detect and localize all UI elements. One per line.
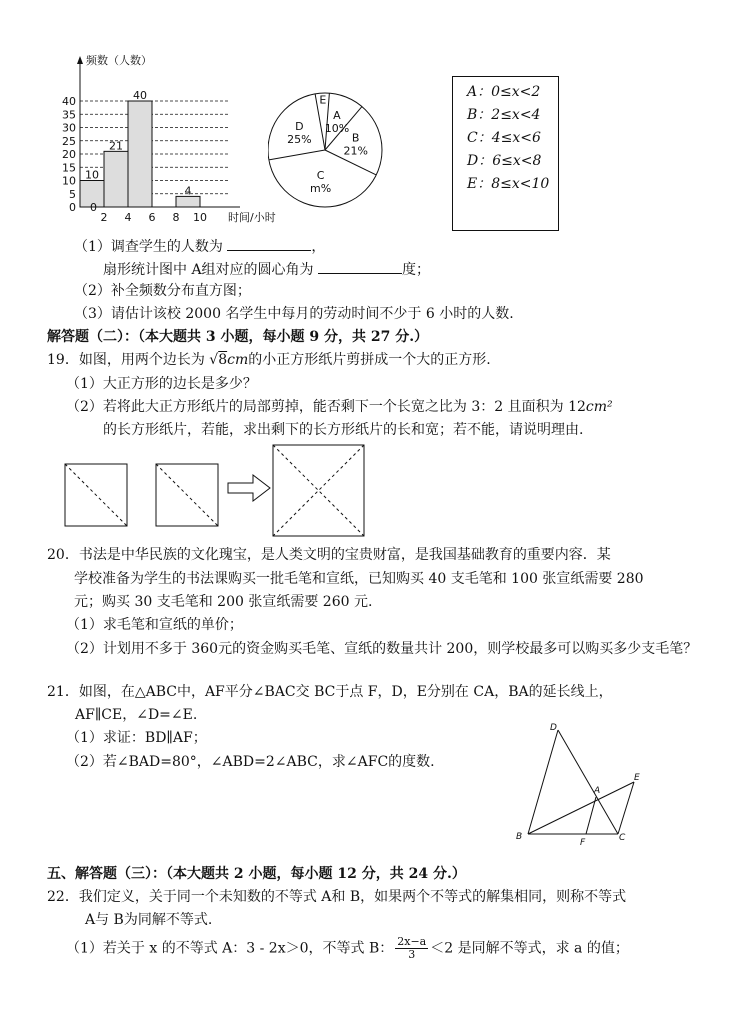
x-tick-label: 10 <box>193 211 207 224</box>
x-tick-label: 8 <box>172 211 180 224</box>
section-4-heading: 解答题（二）：（本大题共 3 小题，每小题 9 分，共 27 分.） <box>47 329 429 345</box>
y-tick-label: 35 <box>62 108 76 122</box>
pie-slice-value: m% <box>310 182 332 196</box>
q22-line2: A与 B为同解不等式. <box>85 912 213 928</box>
q21-line1: 21．如图，在△ABC中，AF平分∠BAC交 BC于点 F，D，E分别在 CA，BA的延长线上， <box>47 684 613 700</box>
label-E: E <box>634 773 640 783</box>
q21-geometry-figure <box>510 720 650 850</box>
label-F: F <box>580 838 586 848</box>
legend-box <box>452 76 559 231</box>
q21-part2: （2）若∠BAD=80°，∠ABD=2∠ABC，求∠AFC的度数. <box>66 754 435 770</box>
y-tick-label: 25 <box>62 134 76 148</box>
bar-data-label: 4 <box>184 184 192 198</box>
bar-data-label: 40 <box>133 89 147 102</box>
frequency-histogram <box>58 52 288 227</box>
q18-part3: （3）请估计该校 2000 名学生中每月的劳动时间不少于 6 小时的人数. <box>74 306 514 322</box>
x-tick-label: 4 <box>124 211 132 224</box>
bar-data-label: 10 <box>85 168 99 182</box>
label-A: A <box>594 786 601 796</box>
y-axis-label: 频数（人数） <box>86 54 152 67</box>
y-tick-label: 40 <box>62 95 76 108</box>
legend-row-a: A：0≤x<2 <box>467 84 541 100</box>
q20-line2: 学校准备为学生的书法课购买一批毛笔和宣纸，已知购买 40 支毛笔和 100 张宣纸需要 280 <box>74 571 644 587</box>
q22-part1: （1）若关于 x 的不等式 A：3 - 2x＞0，不等式 B： $\frac{2x-a}{3}$ ＜2 是同解不等式，求 a 的值； <box>66 935 629 961</box>
q21-part1: （1）求证：BD∥AF； <box>66 730 207 746</box>
x-axis-label: 时间/小时 <box>228 211 276 224</box>
histogram-bar <box>176 196 200 207</box>
q20-line1: 20．书法是中华民族的文化瑰宝，是人类文明的宝贵财富，是我国基础教育的重要内容．某 <box>47 547 611 563</box>
q19-part2b: 的长方形纸片，若能，求出剩下的长方形纸片的长和宽；若不能，请说明理由. <box>103 422 584 438</box>
q19-part1: （1）大正方形的边长是多少？ <box>66 376 257 392</box>
y-tick-label: 10 <box>62 174 76 188</box>
pie-slice-value: 25% <box>287 133 312 147</box>
legend-row-b: B：2≤x<4 <box>467 107 541 123</box>
q18-part1b: 扇形统计图中 A组对应的圆心角为 度； <box>103 259 430 279</box>
label-D: D <box>550 723 557 733</box>
y-axis-arrow-icon <box>77 56 83 64</box>
legend-row-c: C：4≤x<6 <box>467 130 541 146</box>
segment-EC <box>618 782 634 834</box>
histogram-bar <box>128 101 152 207</box>
y-tick-label: 15 <box>62 161 76 175</box>
segment-DC <box>558 730 618 834</box>
pie-chart <box>268 80 388 220</box>
bar-data-label: 21 <box>109 139 123 153</box>
label-B: B <box>516 832 523 842</box>
q18-part2: （2）补全频数分布直方图； <box>74 283 251 299</box>
x-tick-label: 0 <box>90 201 97 214</box>
q18-part1a: （1）调查学生的人数为 ， <box>74 236 325 256</box>
pie-slice-label: B <box>351 131 360 145</box>
section-5-heading: 五、解答题（三）：（本大题共 2 小题，每小题 12 分，共 24 分.） <box>47 866 466 882</box>
q22-line1: 22．我们定义，关于同一个未知数的不等式 A和 B，如果两个不等式的解集相同，则称不等式 <box>47 889 627 905</box>
label-C: C <box>619 833 626 843</box>
pie-slice-value: 21% <box>343 144 368 158</box>
q20-part1: （1）求毛笔和宣纸的单价； <box>66 617 243 633</box>
q21-line2: AF∥CE，∠D=∠E. <box>75 707 198 723</box>
q20-line3: 元；购买 30 支毛笔和 200 张宣纸需要 260 元. <box>74 594 373 610</box>
pie-slice-label: E <box>319 93 327 107</box>
pie-slice-label: C <box>316 169 325 183</box>
pie-slice-value: 10% <box>324 122 350 136</box>
segment-DB <box>528 730 558 834</box>
arrow-right-icon <box>228 475 270 501</box>
y-tick-label: 20 <box>62 148 76 161</box>
pie-slice-label: A <box>333 109 341 123</box>
y-tick-label: 0 <box>69 201 76 214</box>
segment-BE <box>528 782 634 834</box>
pie-slice-label: D <box>295 120 304 134</box>
q19-square-figures <box>60 440 370 540</box>
q19-part2a: （2）若将此大正方形纸片的局部剪掉，能否剩下一个长宽之比为 3：2 且面积为 12cm² <box>66 399 613 415</box>
q19-stem: 19．如图，用两个边长为 √8cm的小正方形纸片剪拼成一个大的正方形. <box>47 352 491 368</box>
fraction: $\frac{2x-a}{3}$ <box>397 935 427 961</box>
sqrt-symbol: √8 <box>209 352 228 368</box>
q20-part2: （2）计划用不多于 360元的资金购买毛笔、宣纸的数量共计 200，则学校最多可以购买多少支毛笔？ <box>66 641 698 657</box>
y-tick-label: 5 <box>69 187 76 201</box>
y-tick-label: 30 <box>62 121 76 135</box>
x-tick-label: 6 <box>148 211 156 224</box>
legend-row-d: D：6≤x<8 <box>467 153 542 169</box>
x-tick-label: 2 <box>100 211 108 224</box>
histogram-bar <box>104 151 128 207</box>
legend-row-e: E：8≤x<10 <box>467 176 550 192</box>
